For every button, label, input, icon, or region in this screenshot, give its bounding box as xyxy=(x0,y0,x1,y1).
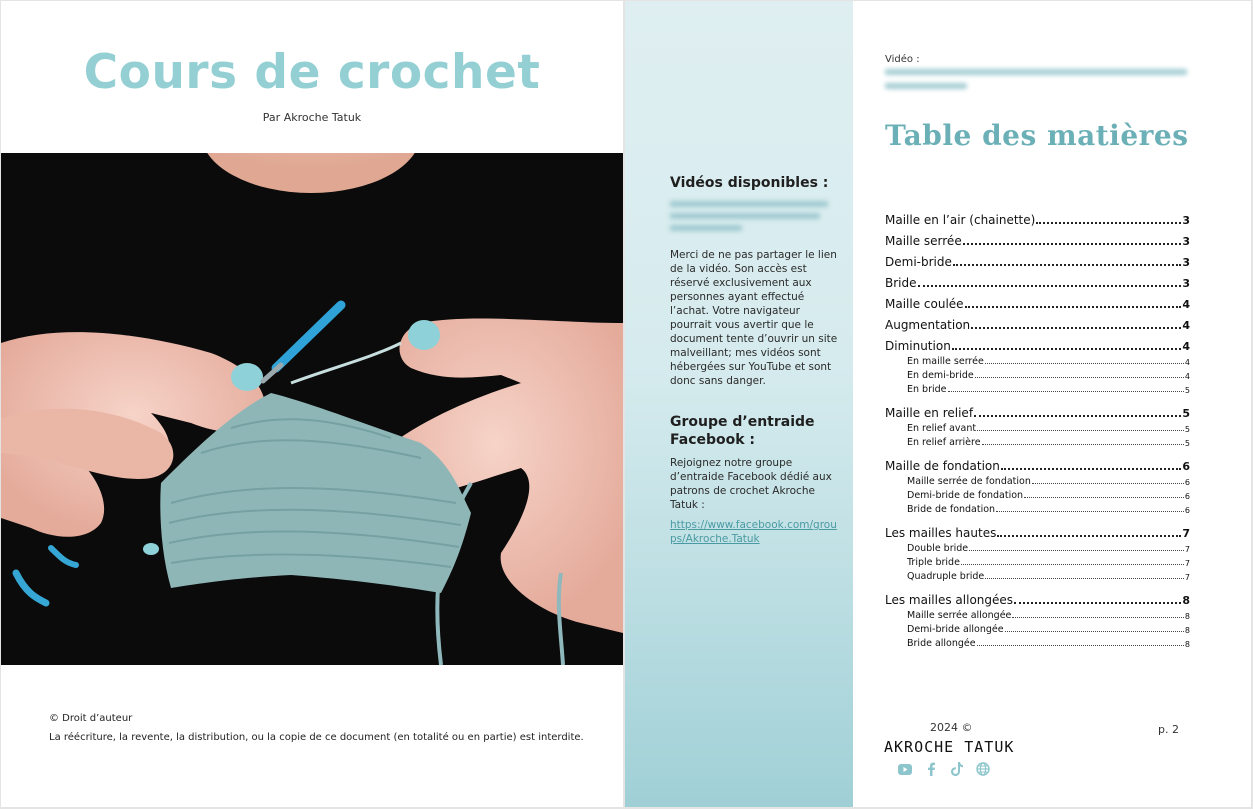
toc-entry-label: Maille serrée xyxy=(885,234,962,248)
toc-subentry-page: 8 xyxy=(1184,626,1190,635)
toc-subentry-page: 5 xyxy=(1184,439,1190,448)
toc-title: Table des matières xyxy=(885,119,1189,152)
toc-subentry[interactable] xyxy=(885,607,1190,621)
toc-leader-dots xyxy=(1036,222,1181,224)
toc-subentry-label: En demi-bride xyxy=(907,370,974,381)
videos-heading: Vidéos disponibles : xyxy=(670,175,829,191)
video-label: Vidéo : xyxy=(885,54,920,65)
toc-entry-label: Diminution xyxy=(885,339,951,353)
facebook-group-link[interactable]: https://www.facebook.com/groups/Akroche.Tatuk xyxy=(670,519,837,545)
toc-entry-label: Maille de fondation xyxy=(885,459,1000,473)
toc-leader-dots xyxy=(985,578,1184,579)
toc-entry[interactable] xyxy=(885,311,1190,332)
toc-subentry-label: Double bride xyxy=(907,543,969,554)
toc-entry[interactable] xyxy=(885,269,1190,290)
toc-subentry-page: 6 xyxy=(1184,478,1190,487)
toc-entry[interactable] xyxy=(885,399,1190,420)
toc-subentry-label: Quadruple bride xyxy=(907,571,985,582)
toc-leader-dots xyxy=(963,243,1182,245)
copyright-title: © Droit d’auteur xyxy=(49,713,133,724)
toc-entry-page: 4 xyxy=(1182,340,1190,353)
toc-page xyxy=(853,1,1251,807)
toc-entry-label: Les mailles hautes xyxy=(885,526,997,540)
toc-leader-dots xyxy=(977,430,1184,431)
toc-subentry-label: En relief arrière xyxy=(907,437,981,448)
toc-subentry-label: Triple bride xyxy=(907,557,960,568)
videos-text: Merci de ne pas partager le lien de la vidéo. Son accès est réservé exclusivement aux personnes ayant effectué l’achat. Votre navigateur pourrait vous avertir que le document tente d’ouvrir un site malveillant; mes vidéos sont hébergées sur YouTube et sont donc sans danger. xyxy=(670,249,838,387)
toc-subentry-label: En maille serrée xyxy=(907,356,984,367)
toc-leader-dots xyxy=(977,645,1184,646)
toc-entry-page: 4 xyxy=(1182,319,1190,332)
toc-subentry-page: 7 xyxy=(1184,545,1190,554)
facebook-icon[interactable] xyxy=(924,762,938,776)
toc-subentry[interactable] xyxy=(885,487,1190,501)
toc-entry[interactable] xyxy=(885,206,1190,227)
toc-leader-dots xyxy=(918,285,1182,287)
info-sidebar xyxy=(625,1,853,807)
toc-subentry-label: En bride xyxy=(907,384,947,395)
toc-leader-dots xyxy=(969,550,1184,551)
toc-leader-dots xyxy=(1005,631,1184,632)
toc-subentry-label: Demi-bride allongée xyxy=(907,624,1004,635)
toc-subentry-page: 6 xyxy=(1184,506,1190,515)
toc-entry-page: 8 xyxy=(1182,594,1190,607)
toc-subentry[interactable] xyxy=(885,420,1190,434)
toc-subentry-label: Bride de fondation xyxy=(907,504,996,515)
toc-entry[interactable] xyxy=(885,227,1190,248)
toc-entry[interactable] xyxy=(885,452,1190,473)
toc-leader-dots xyxy=(961,564,1184,565)
toc-subentry[interactable] xyxy=(885,434,1190,448)
toc-entry[interactable] xyxy=(885,290,1190,311)
table-of-contents xyxy=(885,206,1190,653)
cover-author: Par Akroche Tatuk xyxy=(262,111,362,124)
toc-entry-label: Maille coulée xyxy=(885,297,964,311)
toc-entry-page: 7 xyxy=(1182,527,1190,540)
brand-logo: AKROCHE TATUK xyxy=(884,738,1015,756)
toc-leader-dots xyxy=(974,415,1181,417)
toc-subentry-label: Demi-bride de fondation xyxy=(907,490,1024,501)
page-number: p. 2 xyxy=(1158,723,1179,736)
toc-subentry-label: En relief avant xyxy=(907,423,977,434)
toc-entry-page: 4 xyxy=(1182,298,1190,311)
toc-entry-page: 3 xyxy=(1182,235,1190,248)
toc-subentry[interactable] xyxy=(885,367,1190,381)
toc-leader-dots xyxy=(1012,617,1184,618)
toc-entry[interactable] xyxy=(885,248,1190,269)
toc-leader-dots xyxy=(1001,468,1181,470)
toc-leader-dots xyxy=(1014,602,1181,604)
toc-leader-dots xyxy=(1032,483,1184,484)
blurred-video-url[interactable] xyxy=(885,69,1195,97)
toc-subentry-page: 4 xyxy=(1184,358,1190,367)
toc-subentry-page: 5 xyxy=(1184,425,1190,434)
toc-subentry[interactable] xyxy=(885,621,1190,635)
toc-subentry[interactable] xyxy=(885,501,1190,515)
toc-subentry-label: Maille serrée allongée xyxy=(907,610,1012,621)
blurred-video-link[interactable] xyxy=(670,201,830,237)
group-text: Rejoignez notre groupe d’entraide Facebook dédié aux patrons de crochet Akroche Tatuk : xyxy=(670,457,832,511)
toc-subentry-page: 4 xyxy=(1184,372,1190,381)
footer-year: 2024 © xyxy=(930,721,973,734)
toc-leader-dots xyxy=(997,535,1181,537)
toc-entry[interactable] xyxy=(885,332,1190,353)
toc-entry[interactable] xyxy=(885,519,1190,540)
crochet-hands-illustration xyxy=(1,153,623,665)
toc-entry[interactable] xyxy=(885,586,1190,607)
toc-subentry-page: 7 xyxy=(1184,573,1190,582)
toc-entry-page: 3 xyxy=(1182,256,1190,269)
toc-subentry[interactable] xyxy=(885,353,1190,367)
group-heading: Groupe d’entraide Facebook : xyxy=(670,414,815,448)
copyright-block xyxy=(49,709,609,747)
toc-leader-dots xyxy=(982,444,1184,445)
toc-leader-dots xyxy=(948,391,1184,392)
toc-subentry[interactable] xyxy=(885,381,1190,395)
toc-subentry[interactable] xyxy=(885,540,1190,554)
toc-entry-label: Bride xyxy=(885,276,917,290)
social-links xyxy=(898,762,990,776)
cover-page xyxy=(1,1,623,807)
toc-leader-dots xyxy=(996,511,1184,512)
toc-leader-dots xyxy=(975,377,1184,378)
cover-title: Cours de crochet xyxy=(83,45,541,100)
toc-entry-label: Les mailles allongées xyxy=(885,593,1014,607)
toc-subentry-label: Maille serrée de fondation xyxy=(907,476,1031,487)
toc-subentry[interactable] xyxy=(885,554,1190,568)
toc-subentry[interactable] xyxy=(885,473,1190,487)
toc-leader-dots xyxy=(985,363,1184,364)
toc-entry-label: Augmentation xyxy=(885,318,971,332)
toc-subentry-page: 8 xyxy=(1184,640,1190,649)
toc-subentry[interactable] xyxy=(885,568,1190,582)
toc-entry-label: Maille en l’air (chainette) xyxy=(885,213,1036,227)
youtube-icon[interactable] xyxy=(898,762,912,776)
toc-entry-page: 5 xyxy=(1182,407,1190,420)
toc-leader-dots xyxy=(965,306,1182,308)
toc-leader-dots xyxy=(971,327,1181,329)
toc-subentry[interactable] xyxy=(885,635,1190,649)
toc-subentry-page: 7 xyxy=(1184,559,1190,568)
toc-leader-dots xyxy=(1024,497,1184,498)
toc-leader-dots xyxy=(952,348,1182,350)
toc-entry-label: Demi-bride xyxy=(885,255,952,269)
globe-icon[interactable] xyxy=(976,762,990,776)
toc-entry-page: 6 xyxy=(1182,460,1190,473)
cover-photo xyxy=(1,153,623,665)
copyright-notice: La réécriture, la revente, la distribution, ou la copie de ce document (en totalité ou en partie) est interdite. xyxy=(49,732,584,743)
toc-subentry-page: 5 xyxy=(1184,386,1190,395)
tiktok-icon[interactable] xyxy=(950,762,964,776)
toc-entry-page: 3 xyxy=(1182,214,1190,227)
toc-entry-label: Maille en relief xyxy=(885,406,974,420)
toc-subentry-page: 8 xyxy=(1184,612,1190,621)
toc-subentry-label: Bride allongée xyxy=(907,638,976,649)
toc-entry-page: 3 xyxy=(1182,277,1190,290)
toc-subentry-page: 6 xyxy=(1184,492,1190,501)
toc-leader-dots xyxy=(953,264,1181,266)
